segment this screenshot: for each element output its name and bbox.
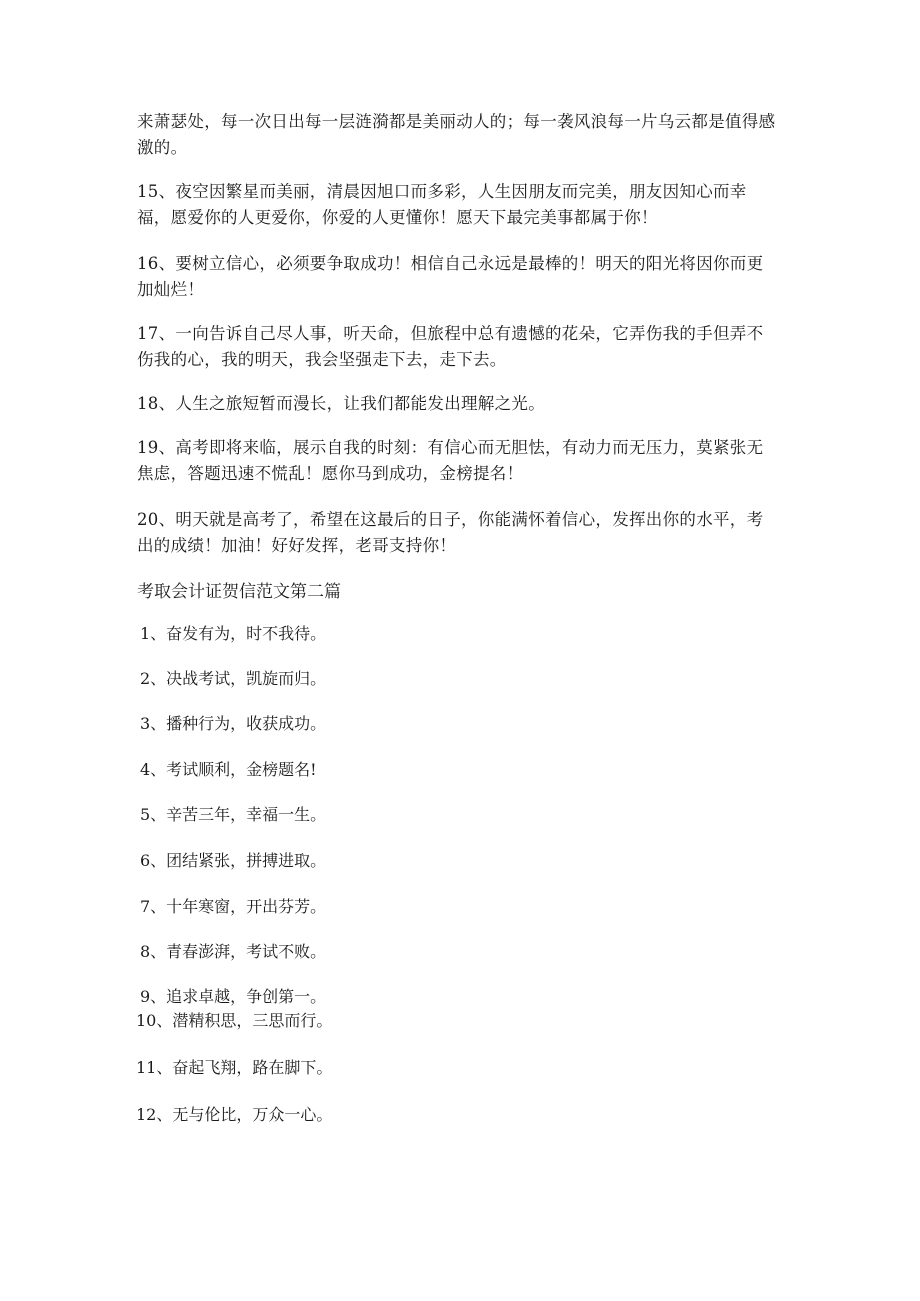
list-item: 4、考试顺利，金榜题名!: [140, 760, 317, 779]
paragraph-20: 20、明天就是高考了，希望在这最后的日子，你能满怀着信心，发挥出你的水平，考出的成绩！加油！好好发挥，老哥支持你！: [137, 510, 764, 555]
continuation-paragraph: 来萧瑟处，每一次日出每一层涟漪都是美丽动人的；每一袭风浪每一片乌云都是值得感激的。: [137, 112, 776, 157]
list-item: 8、青春澎湃，考试不败。: [140, 942, 327, 961]
paragraph-16: 16、要树立信心，必须要争取成功！相信自己永远是最棒的！明天的阳光将因你而更加灿烂！: [137, 254, 764, 299]
list-item: 9、追求卓越，争创第一。: [140, 987, 327, 1006]
list-item: 7、十年寒窗，开出芬芳。: [140, 897, 327, 916]
list-item: 5、辛苦三年，幸福一生。: [140, 805, 327, 824]
list-item: 1、奋发有为，时不我待。: [140, 624, 327, 643]
paragraph-18: 18、人生之旅短暂而漫长，让我们都能发出理解之光。: [137, 394, 545, 413]
paragraph-17: 17、一向告诉自己尽人事，听天命，但旅程中总有遗憾的花朵，它弄伤我的手但弄不伤我的心，我的明天，我会坚强走下去，走下去。: [137, 324, 764, 369]
paragraph-19: 19、高考即将来临，展示自我的时刻：有信心而无胆怯，有动力而无压力，莫紧张无焦虑，答题迅速不慌乱！愿你马到成功，金榜提名！: [137, 438, 764, 483]
list-item: 3、播种行为，收获成功。: [140, 714, 327, 733]
list-item: 11、奋起飞翔，路在脚下。: [136, 1058, 333, 1077]
section-title: 考取会计证贺信范文第二篇: [137, 582, 341, 602]
list-item: 6、团结紧张，拼搏进取。: [140, 851, 327, 870]
list-item: 10、潜精积思，三思而行。: [136, 1011, 333, 1030]
paragraph-15: 15、夜空因繁星而美丽，清晨因旭口而多彩，人生因朋友而完美，朋友因知心而幸福，愿爱你的人更爱你，你爱的人更懂你！愿天下最完美事都属于你！: [137, 182, 747, 227]
list-item: 12、无与伦比，万众一心。: [136, 1105, 333, 1124]
list-item: 2、决战考试，凯旋而归。: [140, 669, 327, 688]
